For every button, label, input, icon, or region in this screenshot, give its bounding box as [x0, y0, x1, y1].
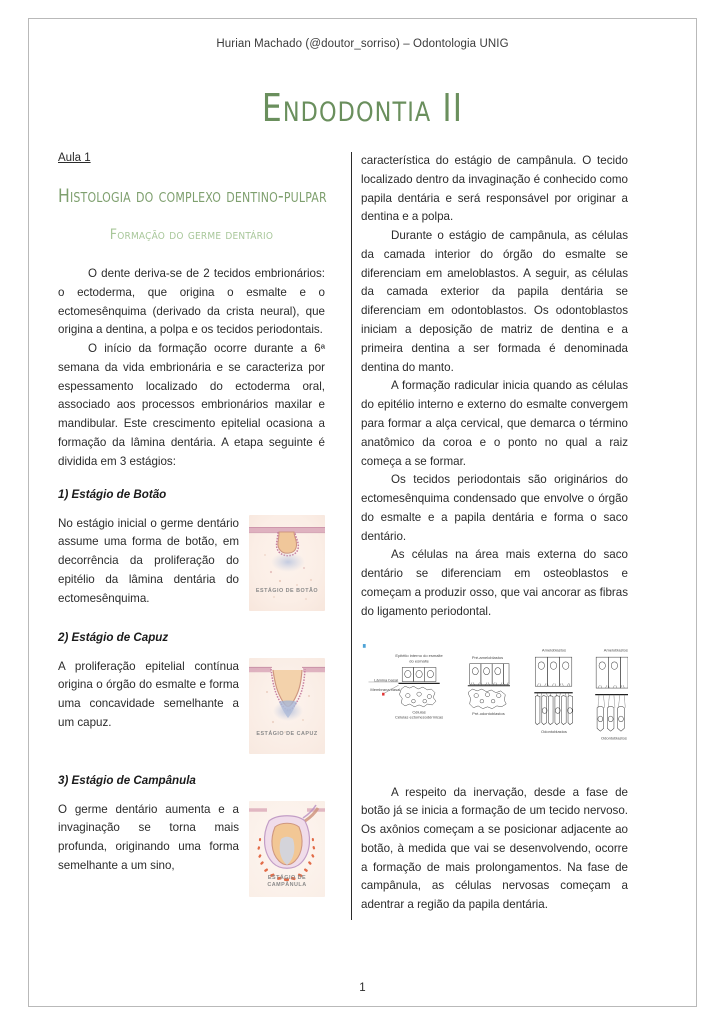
- page-content: [58, 38, 667, 994]
- paragraph: característica do estágio de campânula. O tecido localizado dentro da invaginação é conhecido como papila dentária e será responsável por originar a dentina e a polpa.: [361, 154, 628, 224]
- sub-heading: Formação do germe dentário: [109, 227, 274, 243]
- diagram-label: Membrana basal: [370, 686, 401, 692]
- stage-block-capuz: [58, 658, 325, 758]
- diagram-label: Odontoblastos: [600, 735, 627, 741]
- histology-figure-caption: ESTÁGIO DE CAMPÂNULA: [267, 875, 307, 888]
- svg-text:do esmalte: do esmalte: [409, 657, 429, 663]
- stage-title-botao: 1) Estágio de Botão: [58, 487, 167, 501]
- diagram-label: Ameloblastos: [541, 647, 567, 653]
- diagram-label: Células ectomesodérmicas: [394, 714, 444, 720]
- right-column: [343, 152, 628, 915]
- diagram-label: Pré-ameloblastos: [471, 654, 504, 660]
- stage-title-capuz: 2) Estágio de Capuz: [58, 630, 169, 644]
- page-frame-right-border: [696, 18, 697, 1007]
- histology-illustration-botao: [249, 515, 325, 611]
- diagram-label: Odontoblastos: [541, 728, 567, 734]
- column-divider: [351, 152, 352, 920]
- section-heading: Histologia do complexo dentino-pulpar: [58, 186, 327, 207]
- page-frame-left-border: [28, 18, 29, 1007]
- odontogenesis-diagram-svg: [361, 638, 628, 770]
- diagram-label: Ameloblastos: [603, 647, 628, 653]
- paragraph: A respeito da inervação, desde a fase de botão já se inicia a formação de um tecido nervoso. Os axônios começam a se posicionar adjacente ao botão, à medida que vai se desenvolvendo, ocorre a formação de mais prolongamentos. Na fase de campânula, as células nervosas começam a adentrar a região da papila dentária.: [361, 785, 628, 912]
- diagram-label: Células: [412, 708, 426, 714]
- diagram-label: Lâmina basal: [374, 677, 399, 683]
- document-title: Endodontia II: [261, 86, 464, 130]
- histology-figure-caption: ESTÁGIO DE CAPUZ: [256, 730, 318, 737]
- stage-text-botao: No estágio inicial o germe dentário assume uma forma de botão, em decorrência da proliferação do epitélio da lâmina dentária do ectomesênquima.: [58, 516, 239, 605]
- document-header: Hurian Machado (@doutor_sorriso) – Odontologia UNIG: [216, 38, 509, 50]
- histology-figure-capuz: [249, 658, 325, 754]
- paragraph: Os tecidos periodontais são originários do ectomesênquima condensado que envolve o órgão do esmalte e a papila dentária e forma o saco dentário.: [361, 473, 628, 543]
- lesson-label: Aula 1: [58, 152, 91, 164]
- paragraph: A formação radicular inicia quando as células do epitélio interno e externo do esmalte convergem para formar a alça cervical, que demarca o término anatômico da coroa e o ponto no qual a raiz começa a se formar.: [361, 379, 628, 468]
- stage-text-campanula: O germe dentário aumenta e a invaginação se torna mais profunda, originando uma forma semelhante a um sino,: [58, 802, 239, 872]
- left-column: [58, 152, 343, 915]
- diagram-label: Pré-odontoblastos: [472, 710, 505, 716]
- histology-figure-botao: [249, 515, 325, 611]
- paragraph: O início da formação ocorre durante a 6ª semana da vida embrionária e se caracteriza por espessamento localizado do ectoderma oral, associado aos processos embrionários maxilar e mandibular. Este crescimento epitelial ocasiona a formação da lâmina dentária. A etapa seguinte é dividida em 3 estágios:: [58, 342, 325, 468]
- paragraph: As células na área mais externa do saco dentário se diferenciam em osteoblastos e começam a produzir osso, que vai ancorar as fibras do ligamento periodontal.: [361, 548, 628, 618]
- stage-block-campanula: [58, 801, 325, 901]
- histology-illustration-capuz: [249, 658, 325, 754]
- histology-figure-campanula: [249, 801, 325, 897]
- stage-title-campanula: 3) Estágio de Campânula: [58, 773, 196, 787]
- page-frame-bottom-border: [28, 1006, 697, 1007]
- two-column-layout: [58, 152, 667, 915]
- page-number: 1: [359, 982, 366, 994]
- paragraph: O dente deriva-se de 2 tecidos embrionários: o ectoderma, que origina o esmalte e o ectomesênquima (derivado da crista neural), que origina a dentina, a polpa e os tecidos periodontais.: [58, 267, 325, 337]
- histology-figure-caption: ESTÁGIO DE BOTÃO: [255, 587, 319, 594]
- stage-block-botao: [58, 515, 325, 615]
- paragraph: Durante o estágio de campânula, as células da camada interior do órgão do esmalte se diferenciam em ameloblastos. A seguir, as células da camada exterior da papila dentária se diferenciam em odontoblastos. Os odontoblastos iniciam a deposição de matriz de dentina e a primeira dentina a ser formada é denominada dentina do manto.: [361, 229, 628, 374]
- stage-text-capuz: A proliferação epitelial contínua origina o órgão do esmalte e forma uma concavidade semelhante a um capuz.: [58, 659, 239, 729]
- diagram-label: Epitélio interno do esmalte: [395, 652, 443, 658]
- odontogenesis-diagram: [361, 638, 628, 770]
- page-frame-top-border: [28, 18, 697, 19]
